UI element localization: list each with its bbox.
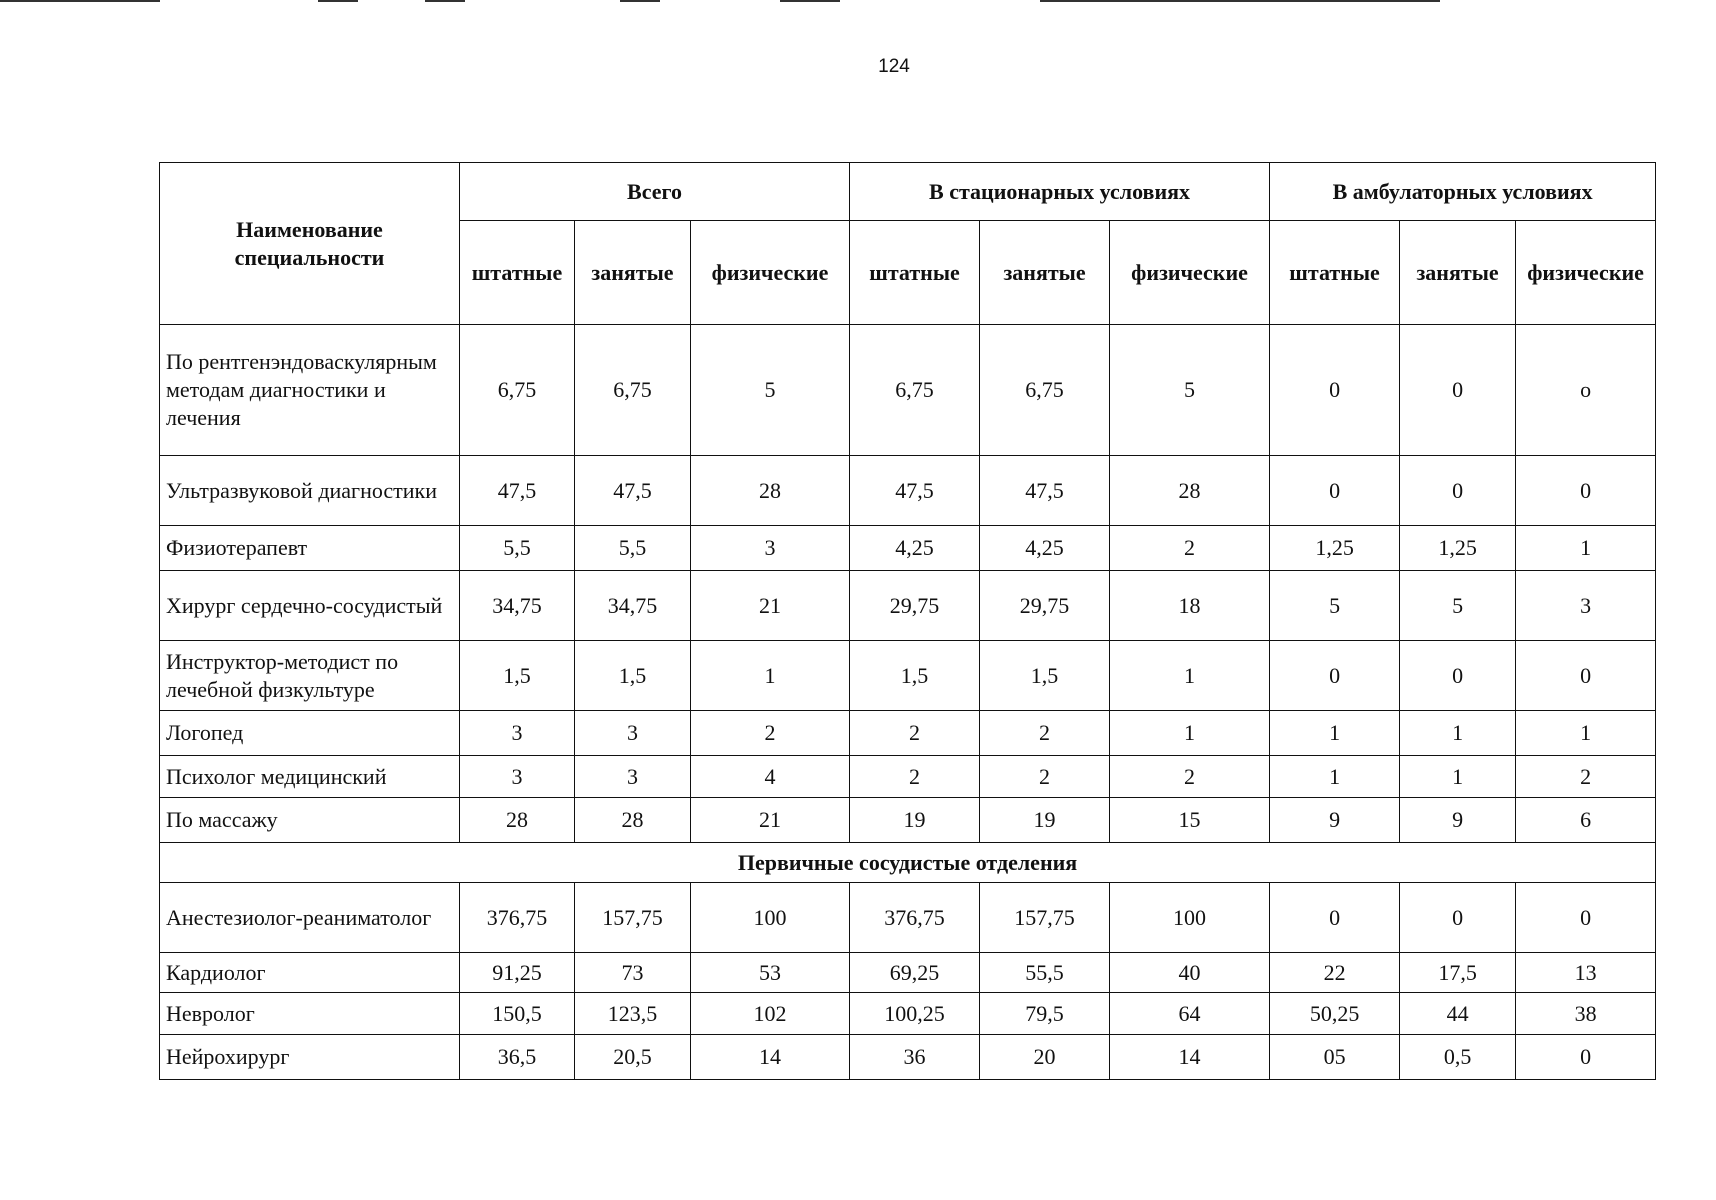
subheader-physical: физические [1516,221,1656,325]
value-cell: 1 [1400,756,1516,798]
value-cell: 1,5 [980,641,1110,711]
value-cell: 73 [575,953,691,993]
value-cell: 1,5 [575,641,691,711]
value-cell: 1 [691,641,850,711]
group-header-total: Всего [460,163,850,221]
value-cell: 123,5 [575,993,691,1035]
subheader-occupied: занятые [1400,221,1516,325]
value-cell: 64 [1110,993,1270,1035]
value-cell: 20,5 [575,1035,691,1080]
value-cell: 0,5 [1400,1035,1516,1080]
value-cell: 34,75 [460,571,575,641]
value-cell: 47,5 [980,456,1110,526]
subheader-staff: штатные [460,221,575,325]
group-header-outpatient: В амбулаторных условиях [1270,163,1656,221]
value-cell: 6 [1516,798,1656,843]
value-cell: 91,25 [460,953,575,993]
value-cell: 29,75 [850,571,980,641]
table-row [160,711,1656,756]
value-cell: 3 [691,526,850,571]
specialty-name-cell: Невролог [160,993,460,1035]
subheader-physical: физические [691,221,850,325]
section-row [160,843,1656,883]
value-cell: 21 [691,571,850,641]
value-cell: 14 [1110,1035,1270,1080]
value-cell: 3 [460,756,575,798]
value-cell: 17,5 [1400,953,1516,993]
table-row [160,456,1656,526]
specialty-name-cell: По массажу [160,798,460,843]
value-cell: 28 [460,798,575,843]
value-cell: 0 [1516,1035,1656,1080]
value-cell: 0 [1516,883,1656,953]
value-cell: 53 [691,953,850,993]
value-cell: 0 [1400,456,1516,526]
scan-artifact-line [620,0,660,2]
specialty-name-cell: Хирург сердечно-сосудистый [160,571,460,641]
specialty-name-cell: Физиотерапевт [160,526,460,571]
value-cell: 21 [691,798,850,843]
value-cell: 1 [1400,711,1516,756]
specialty-name-cell: Логопед [160,711,460,756]
value-cell: 28 [691,456,850,526]
value-cell: 20 [980,1035,1110,1080]
value-cell: 38 [1516,993,1656,1035]
value-cell: 22 [1270,953,1400,993]
subheader-occupied: занятые [980,221,1110,325]
value-cell: 05 [1270,1035,1400,1080]
value-cell: 9 [1270,798,1400,843]
value-cell: 69,25 [850,953,980,993]
value-cell: 0 [1400,641,1516,711]
value-cell: 47,5 [850,456,980,526]
value-cell: 100 [691,883,850,953]
value-cell: 157,75 [575,883,691,953]
table-row [160,953,1656,993]
value-cell: 0 [1400,325,1516,456]
value-cell: 14 [691,1035,850,1080]
value-cell: 100 [1110,883,1270,953]
scan-artifact-line [0,0,160,2]
value-cell: 29,75 [980,571,1110,641]
value-cell: 2 [691,711,850,756]
value-cell: 1 [1270,756,1400,798]
value-cell: 1 [1516,711,1656,756]
specialty-name-cell: Нейрохирург [160,1035,460,1080]
value-cell: 44 [1400,993,1516,1035]
value-cell: 2 [980,711,1110,756]
table-row [160,993,1656,1035]
table-row [160,641,1656,711]
table-row [160,571,1656,641]
value-cell: 1,5 [460,641,575,711]
value-cell: 28 [1110,456,1270,526]
value-cell: 5 [1110,325,1270,456]
value-cell: 55,5 [980,953,1110,993]
value-cell: 2 [1516,756,1656,798]
value-cell: 36 [850,1035,980,1080]
scan-artifact-line [318,0,358,2]
value-cell: 1 [1270,711,1400,756]
value-cell: 1,25 [1270,526,1400,571]
subheader-staff: штатные [1270,221,1400,325]
value-cell: 6,75 [460,325,575,456]
subheader-staff: штатные [850,221,980,325]
value-cell: 2 [1110,526,1270,571]
value-cell: 19 [850,798,980,843]
value-cell: 28 [575,798,691,843]
value-cell: 5,5 [575,526,691,571]
value-cell: 0 [1270,456,1400,526]
value-cell: 1,25 [1400,526,1516,571]
value-cell: 157,75 [980,883,1110,953]
subheader-occupied: занятые [575,221,691,325]
value-cell: 4,25 [980,526,1110,571]
value-cell: 5,5 [460,526,575,571]
value-cell: 0 [1270,325,1400,456]
specialty-name-cell: Кардиолог [160,953,460,993]
value-cell: 18 [1110,571,1270,641]
value-cell: 40 [1110,953,1270,993]
table-row [160,1035,1656,1080]
table-row [160,325,1656,456]
value-cell: 79,5 [980,993,1110,1035]
table-body [160,325,1656,1080]
specialty-name-cell: Инструктор-методист по лечебной физкультуре [160,641,460,711]
value-cell: 5 [1400,571,1516,641]
value-cell: 47,5 [575,456,691,526]
specialty-name-cell: Анестезиолог-реаниматолог [160,883,460,953]
value-cell: 376,75 [460,883,575,953]
specialty-name-header: Наименование специальности [160,163,460,325]
value-cell: 47,5 [460,456,575,526]
value-cell: 13 [1516,953,1656,993]
value-cell: 2 [850,756,980,798]
table-row [160,883,1656,953]
value-cell: 1 [1110,641,1270,711]
value-cell: 0 [1400,883,1516,953]
value-cell: 5 [691,325,850,456]
value-cell: 150,5 [460,993,575,1035]
value-cell: 6,75 [850,325,980,456]
value-cell: 3 [1516,571,1656,641]
value-cell: 50,25 [1270,993,1400,1035]
value-cell: 36,5 [460,1035,575,1080]
value-cell: 3 [460,711,575,756]
value-cell: 15 [1110,798,1270,843]
scan-artifact-line [425,0,465,2]
value-cell: о [1516,325,1656,456]
group-header-inpatient: В стационарных условиях [850,163,1270,221]
value-cell: 2 [850,711,980,756]
table-row [160,798,1656,843]
value-cell: 2 [980,756,1110,798]
value-cell: 0 [1270,883,1400,953]
value-cell: 5 [1270,571,1400,641]
table-row [160,756,1656,798]
page-number: 124 [878,56,910,77]
value-cell: 6,75 [980,325,1110,456]
specialty-name-cell: Психолог медицинский [160,756,460,798]
specialty-name-cell: По рентгенэндоваскулярным методам диагностики и лечения [160,325,460,456]
value-cell: 2 [1110,756,1270,798]
value-cell: 0 [1270,641,1400,711]
value-cell: 9 [1400,798,1516,843]
value-cell: 4 [691,756,850,798]
table-row [160,526,1656,571]
value-cell: 0 [1516,456,1656,526]
specialty-name-cell: Ультразвуковой диагностики [160,456,460,526]
staffing-table [159,162,1656,1080]
value-cell: 6,75 [575,325,691,456]
value-cell: 102 [691,993,850,1035]
subheader-physical: физические [1110,221,1270,325]
section-title: Первичные сосудистые отделения [160,843,1656,883]
value-cell: 376,75 [850,883,980,953]
value-cell: 4,25 [850,526,980,571]
value-cell: 100,25 [850,993,980,1035]
value-cell: 3 [575,711,691,756]
scan-artifact-line [780,0,840,2]
value-cell: 1 [1516,526,1656,571]
value-cell: 3 [575,756,691,798]
scan-artifact-line [1040,0,1440,2]
value-cell: 19 [980,798,1110,843]
value-cell: 1 [1110,711,1270,756]
value-cell: 0 [1516,641,1656,711]
value-cell: 34,75 [575,571,691,641]
value-cell: 1,5 [850,641,980,711]
